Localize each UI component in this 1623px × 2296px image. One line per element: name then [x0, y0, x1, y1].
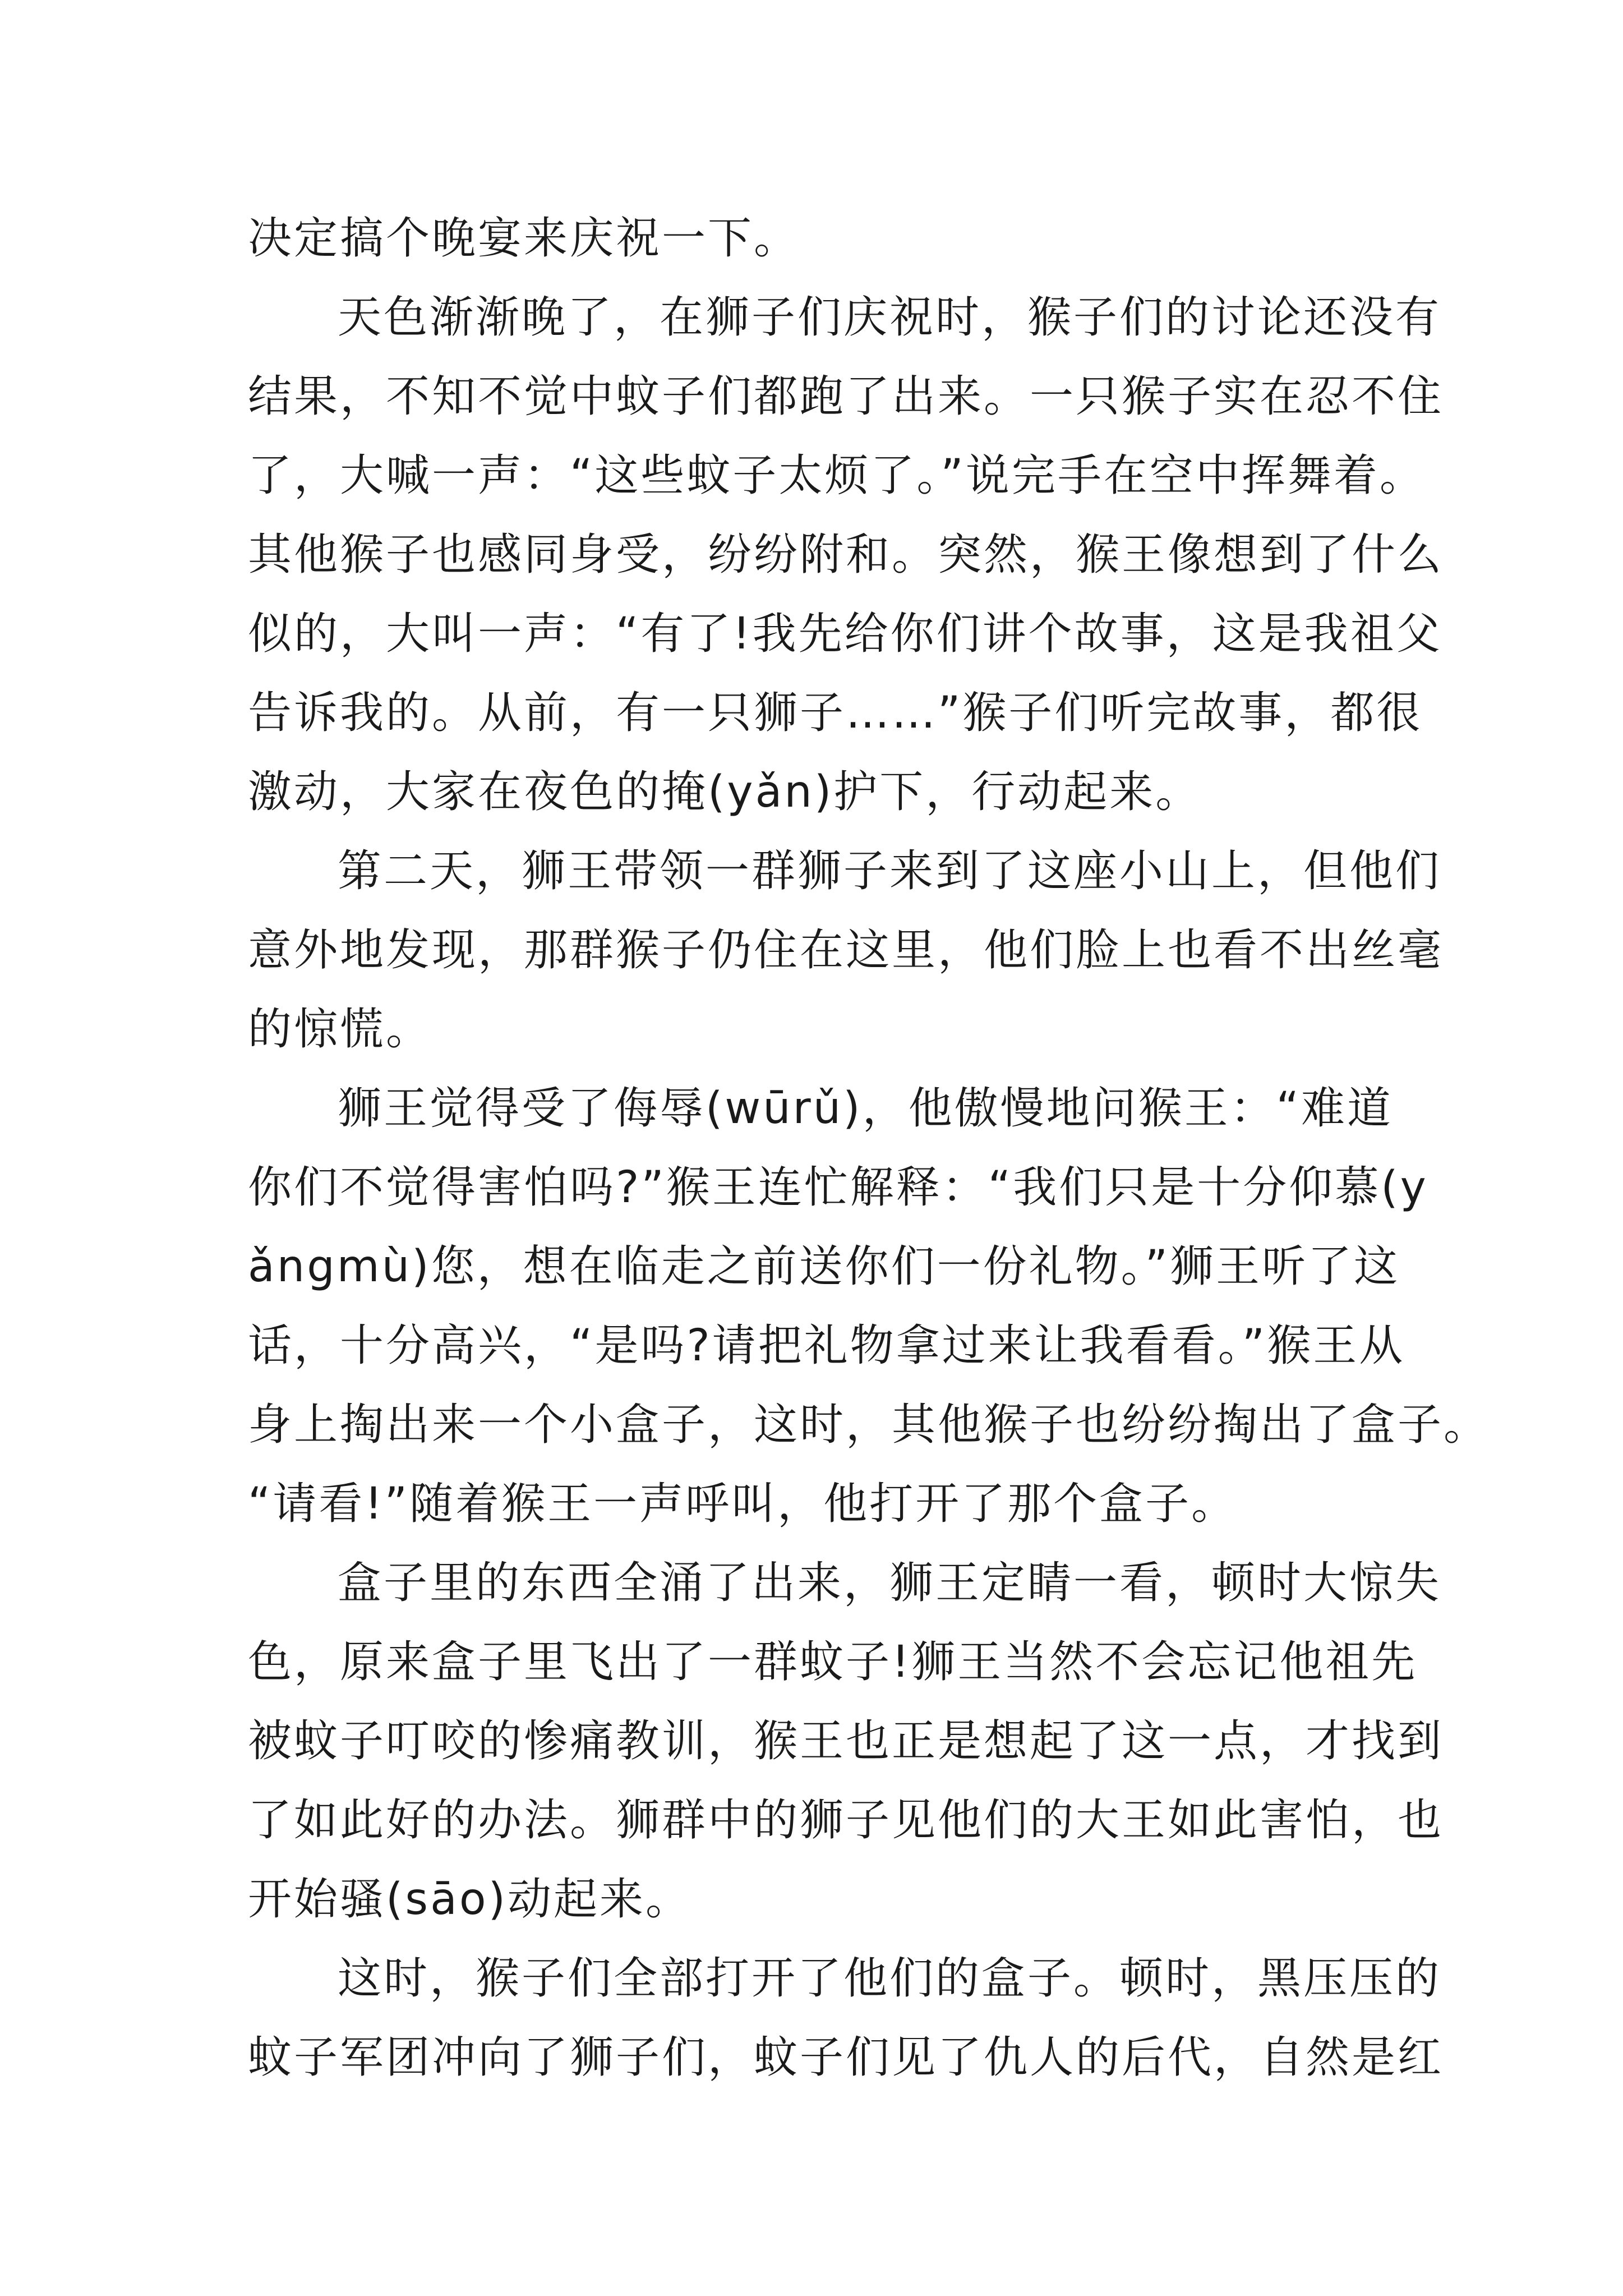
text-line: 了如此好的办法。狮群中的狮子见他们的大王如此害怕，也	[248, 1795, 1444, 1846]
text-line: “请看!”随着猴王一声呼叫，他打开了那个盒子。	[248, 1479, 1238, 1529]
text-line: 开始骚(sāo)动起来。	[248, 1874, 692, 1925]
text-line: 身上掏出来一个小盒子，这时，其他猴子也纷纷掏出了盒子。	[248, 1400, 1490, 1450]
text-line: 结果，不知不觉中蚊子们都跑了出来。一只猴子实在忍不住	[248, 371, 1444, 422]
text-line: 意外地发现，那群猴子仍住在这里，他们脸上也看不出丝毫	[248, 925, 1444, 976]
text-line: 你们不觉得害怕吗?”猴王连忙解释：“我们只是十分仰慕(y	[248, 1162, 1428, 1213]
text-line: 狮王觉得受了侮辱(wūrǔ)，他傲慢地问猴王：“难道	[338, 1083, 1394, 1134]
text-line: 激动，大家在夜色的掩(yǎn)护下，行动起来。	[248, 767, 1202, 817]
text-line: 盒子里的东西全涌了出来，狮王定睛一看，顿时大惊失	[338, 1558, 1442, 1608]
text-line: 蚊子军团冲向了狮子们，蚊子们见了仇人的后代，自然是红	[248, 2032, 1444, 2083]
text-line: 天色渐渐晚了，在狮子们庆祝时，猴子们的讨论还没有	[338, 292, 1442, 343]
text-line: 告诉我的。从前，有一只狮子……”猴子们听完故事，都很	[248, 688, 1423, 738]
text-line: 决定搞个晚宴来庆祝一下。	[248, 213, 800, 264]
text-line: 了，大喊一声：“这些蚊子太烦了。”说完手在空中挥舞着。	[248, 450, 1426, 501]
text-line: 似的，大叫一声：“有了!我先给你们讲个故事，这是我祖父	[248, 609, 1442, 659]
text-line: 第二天，狮王带领一群狮子来到了这座小山上，但他们	[338, 846, 1442, 896]
text-line: 色，原来盒子里飞出了一群蚊子!狮王当然不会忘记他祖先	[248, 1637, 1418, 1687]
text-line: ǎngmù)您，想在临走之前送你们一份礼物。”狮王听了这	[248, 1241, 1400, 1292]
text-line: 这时，猴子们全部打开了他们的盒子。顿时，黑压压的	[338, 1953, 1442, 2004]
story-text	[248, 199, 1490, 2097]
text-line: 其他猴子也感同身受，纷纷附和。突然，猴王像想到了什么	[248, 530, 1444, 580]
text-line: 的惊慌。	[248, 1004, 432, 1055]
text-line: 话，十分高兴，“是吗?请把礼物拿过来让我看看。”猴王从	[248, 1320, 1405, 1371]
text-line: 被蚊子叮咬的惨痛教训，猴王也正是想起了这一点，才找到	[248, 1716, 1444, 1766]
